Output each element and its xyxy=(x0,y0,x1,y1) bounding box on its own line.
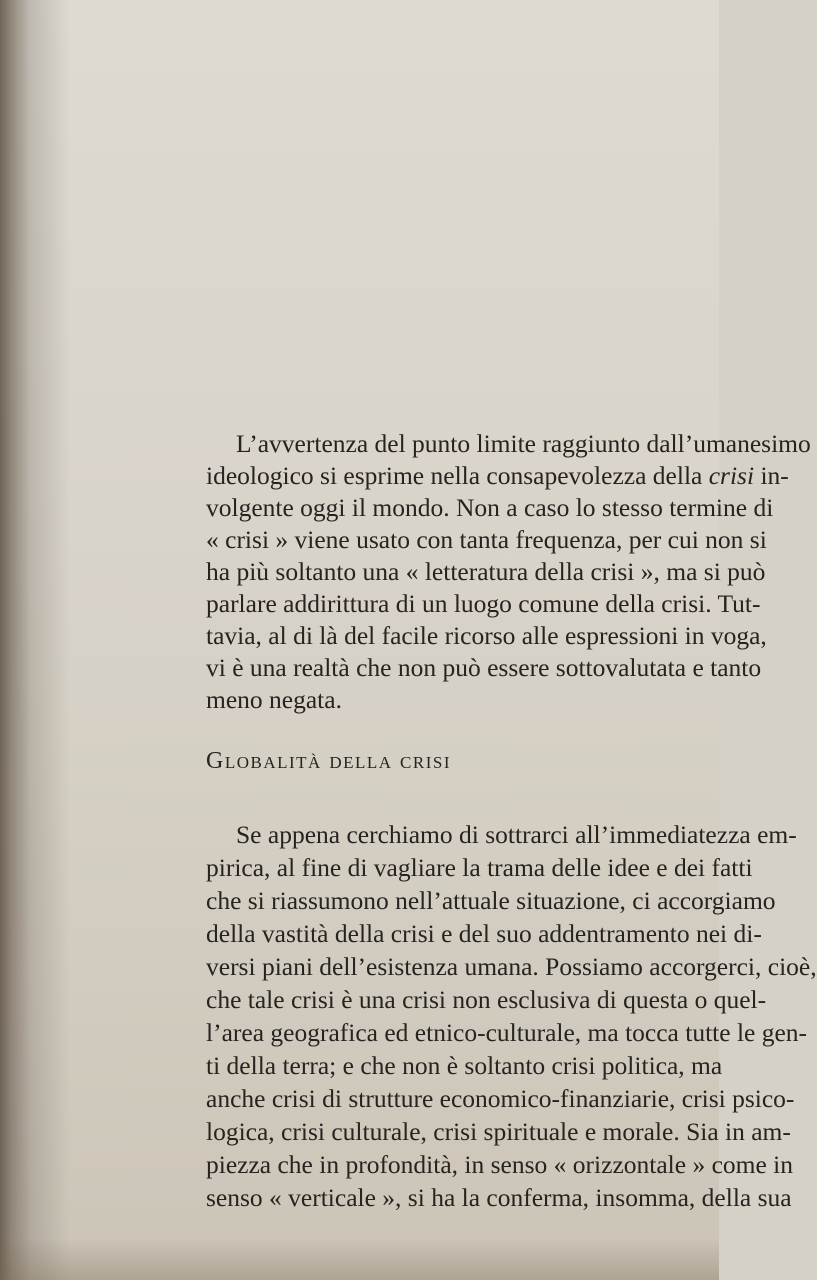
text-line: vi è una realtà che non può essere sottovalutata e tanto xyxy=(206,653,762,682)
emphasis-word: crisi xyxy=(708,461,755,490)
text-line: versi piani dell’esistenza umana. Possiamo accorgerci, cioè, xyxy=(206,952,817,981)
text-line: tavia, al di là del facile ricorso alle espressioni in voga, xyxy=(206,621,767,650)
text-line: ideologico si esprime nella consapevolezza della crisi in- xyxy=(206,461,789,490)
text-line: logica, crisi culturale, crisi spirituale e morale. Sia in am- xyxy=(206,1117,791,1146)
section-heading: Globalità della crisi xyxy=(206,748,451,774)
text-line: meno negata. xyxy=(206,685,342,714)
text-line: l’area geografica ed etnico-culturale, ma tocca tutte le gen- xyxy=(206,1018,808,1047)
text-line: « crisi » viene usato con tanta frequenza, per cui non si xyxy=(206,525,767,554)
text-line: della vastità della crisi e del suo addentramento nei di- xyxy=(206,919,762,948)
text-line: che si riassumono nell’attuale situazione, ci accorgiamo xyxy=(206,886,776,915)
text-line: volgente oggi il mondo. Non a caso lo stesso termine di xyxy=(206,493,774,522)
text-line: Se appena cerchiamo di sottrarci all’immediatezza em- xyxy=(236,820,797,849)
text-line: ha più soltanto una « letteratura della crisi », ma si può xyxy=(206,557,766,586)
text-line: parlare addirittura di un luogo comune della crisi. Tut- xyxy=(206,589,761,618)
text-line: che tale crisi è una crisi non esclusiva di questa o quel- xyxy=(206,985,767,1014)
text-line: piezza che in profondità, in senso « orizzontale » come in xyxy=(206,1150,793,1179)
text-line: ti della terra; e che non è soltanto crisi politica, ma xyxy=(206,1051,723,1080)
text-line: senso « verticale », si ha la conferma, insomma, della sua xyxy=(206,1183,792,1212)
text-line: anche crisi di strutture economico-finanziarie, crisi psico- xyxy=(206,1084,795,1113)
text-line: pirica, al fine di vagliare la trama delle idee e dei fatti xyxy=(206,853,753,882)
text-line: L’avvertenza del punto limite raggiunto dall’umanesimo xyxy=(236,429,811,458)
binding-shadow xyxy=(0,0,30,1280)
page-bottom-shade xyxy=(0,1238,719,1280)
